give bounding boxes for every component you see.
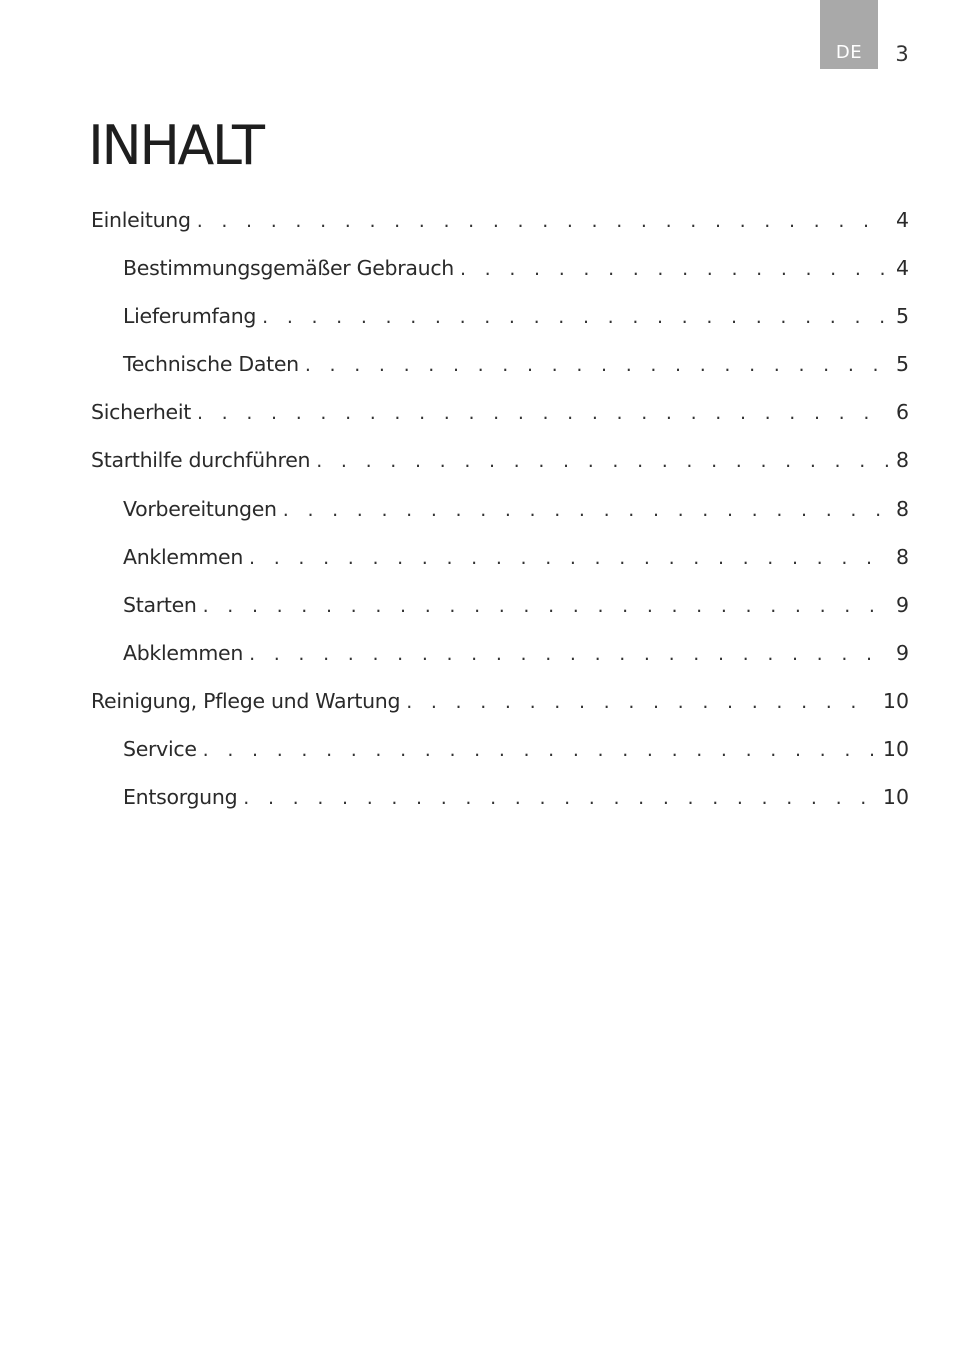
toc-dot-leader bbox=[262, 293, 888, 341]
toc-entry[interactable] bbox=[91, 485, 909, 533]
toc-entry-page: 8 bbox=[895, 496, 909, 521]
toc-dot-leader bbox=[203, 726, 875, 774]
page-number: 3 bbox=[895, 42, 909, 66]
toc-entry-label: Anklemmen bbox=[123, 544, 244, 569]
toc-entry-page: 5 bbox=[895, 304, 909, 329]
toc-entry-page: 4 bbox=[895, 208, 909, 232]
toc-entry[interactable] bbox=[91, 533, 909, 581]
toc-entry-label: Technische Daten bbox=[123, 352, 299, 377]
toc-entry-label: Lieferumfang bbox=[123, 304, 257, 329]
toc-dot-leader bbox=[249, 534, 888, 582]
toc-entry-label: Abklemmen bbox=[123, 640, 244, 665]
toc-entry-label: Reinigung, Pflege und Wartung bbox=[91, 688, 401, 713]
toc-entry[interactable] bbox=[91, 292, 909, 340]
toc-entry[interactable] bbox=[91, 340, 909, 388]
toc-dot-leader bbox=[316, 437, 888, 485]
toc-entry-label: Entsorgung bbox=[123, 785, 238, 810]
toc-entry[interactable] bbox=[91, 196, 909, 244]
toc-entry[interactable] bbox=[91, 436, 909, 484]
toc-entry[interactable] bbox=[91, 773, 909, 821]
toc-dot-leader bbox=[406, 678, 875, 726]
table-of-contents bbox=[91, 196, 909, 821]
language-tab-label: DE bbox=[835, 42, 863, 63]
toc-entry-page: 8 bbox=[895, 448, 909, 473]
toc-entry-page: 9 bbox=[895, 592, 909, 617]
toc-entry[interactable] bbox=[91, 677, 909, 725]
toc-entry[interactable] bbox=[91, 581, 909, 629]
toc-entry-label: Vorbereitungen bbox=[123, 496, 277, 521]
toc-dot-leader bbox=[197, 197, 888, 245]
toc-dot-leader bbox=[283, 486, 888, 534]
toc-dot-leader bbox=[460, 245, 888, 293]
toc-entry-page: 10 bbox=[882, 785, 909, 810]
toc-entry-page: 10 bbox=[882, 688, 909, 713]
toc-dot-leader bbox=[249, 630, 888, 678]
toc-entry-page: 9 bbox=[895, 640, 909, 665]
toc-entry-page: 10 bbox=[882, 737, 909, 762]
page-title: INHALT bbox=[88, 114, 263, 177]
toc-dot-leader bbox=[305, 341, 888, 389]
toc-entry-label: Starthilfe durchführen bbox=[91, 448, 311, 473]
toc-entry-label: Starten bbox=[123, 592, 197, 617]
toc-entry[interactable] bbox=[91, 725, 909, 773]
toc-entry-label: Einleitung bbox=[91, 208, 191, 232]
toc-entry[interactable] bbox=[91, 629, 909, 677]
toc-entry-label: Bestimmungsgemäßer Gebrauch bbox=[123, 256, 454, 281]
toc-entry-page: 4 bbox=[895, 256, 909, 281]
toc-dot-leader bbox=[203, 582, 888, 630]
toc-dot-leader bbox=[243, 774, 875, 822]
toc-entry[interactable] bbox=[91, 244, 909, 292]
language-tab bbox=[820, 0, 878, 69]
toc-dot-leader bbox=[197, 389, 888, 437]
toc-entry-page: 6 bbox=[895, 400, 909, 425]
toc-entry-page: 5 bbox=[895, 352, 909, 377]
toc-entry-page: 8 bbox=[895, 544, 909, 569]
toc-entry-label: Sicherheit bbox=[91, 400, 191, 425]
toc-entry-label: Service bbox=[123, 737, 197, 762]
toc-entry[interactable] bbox=[91, 388, 909, 436]
